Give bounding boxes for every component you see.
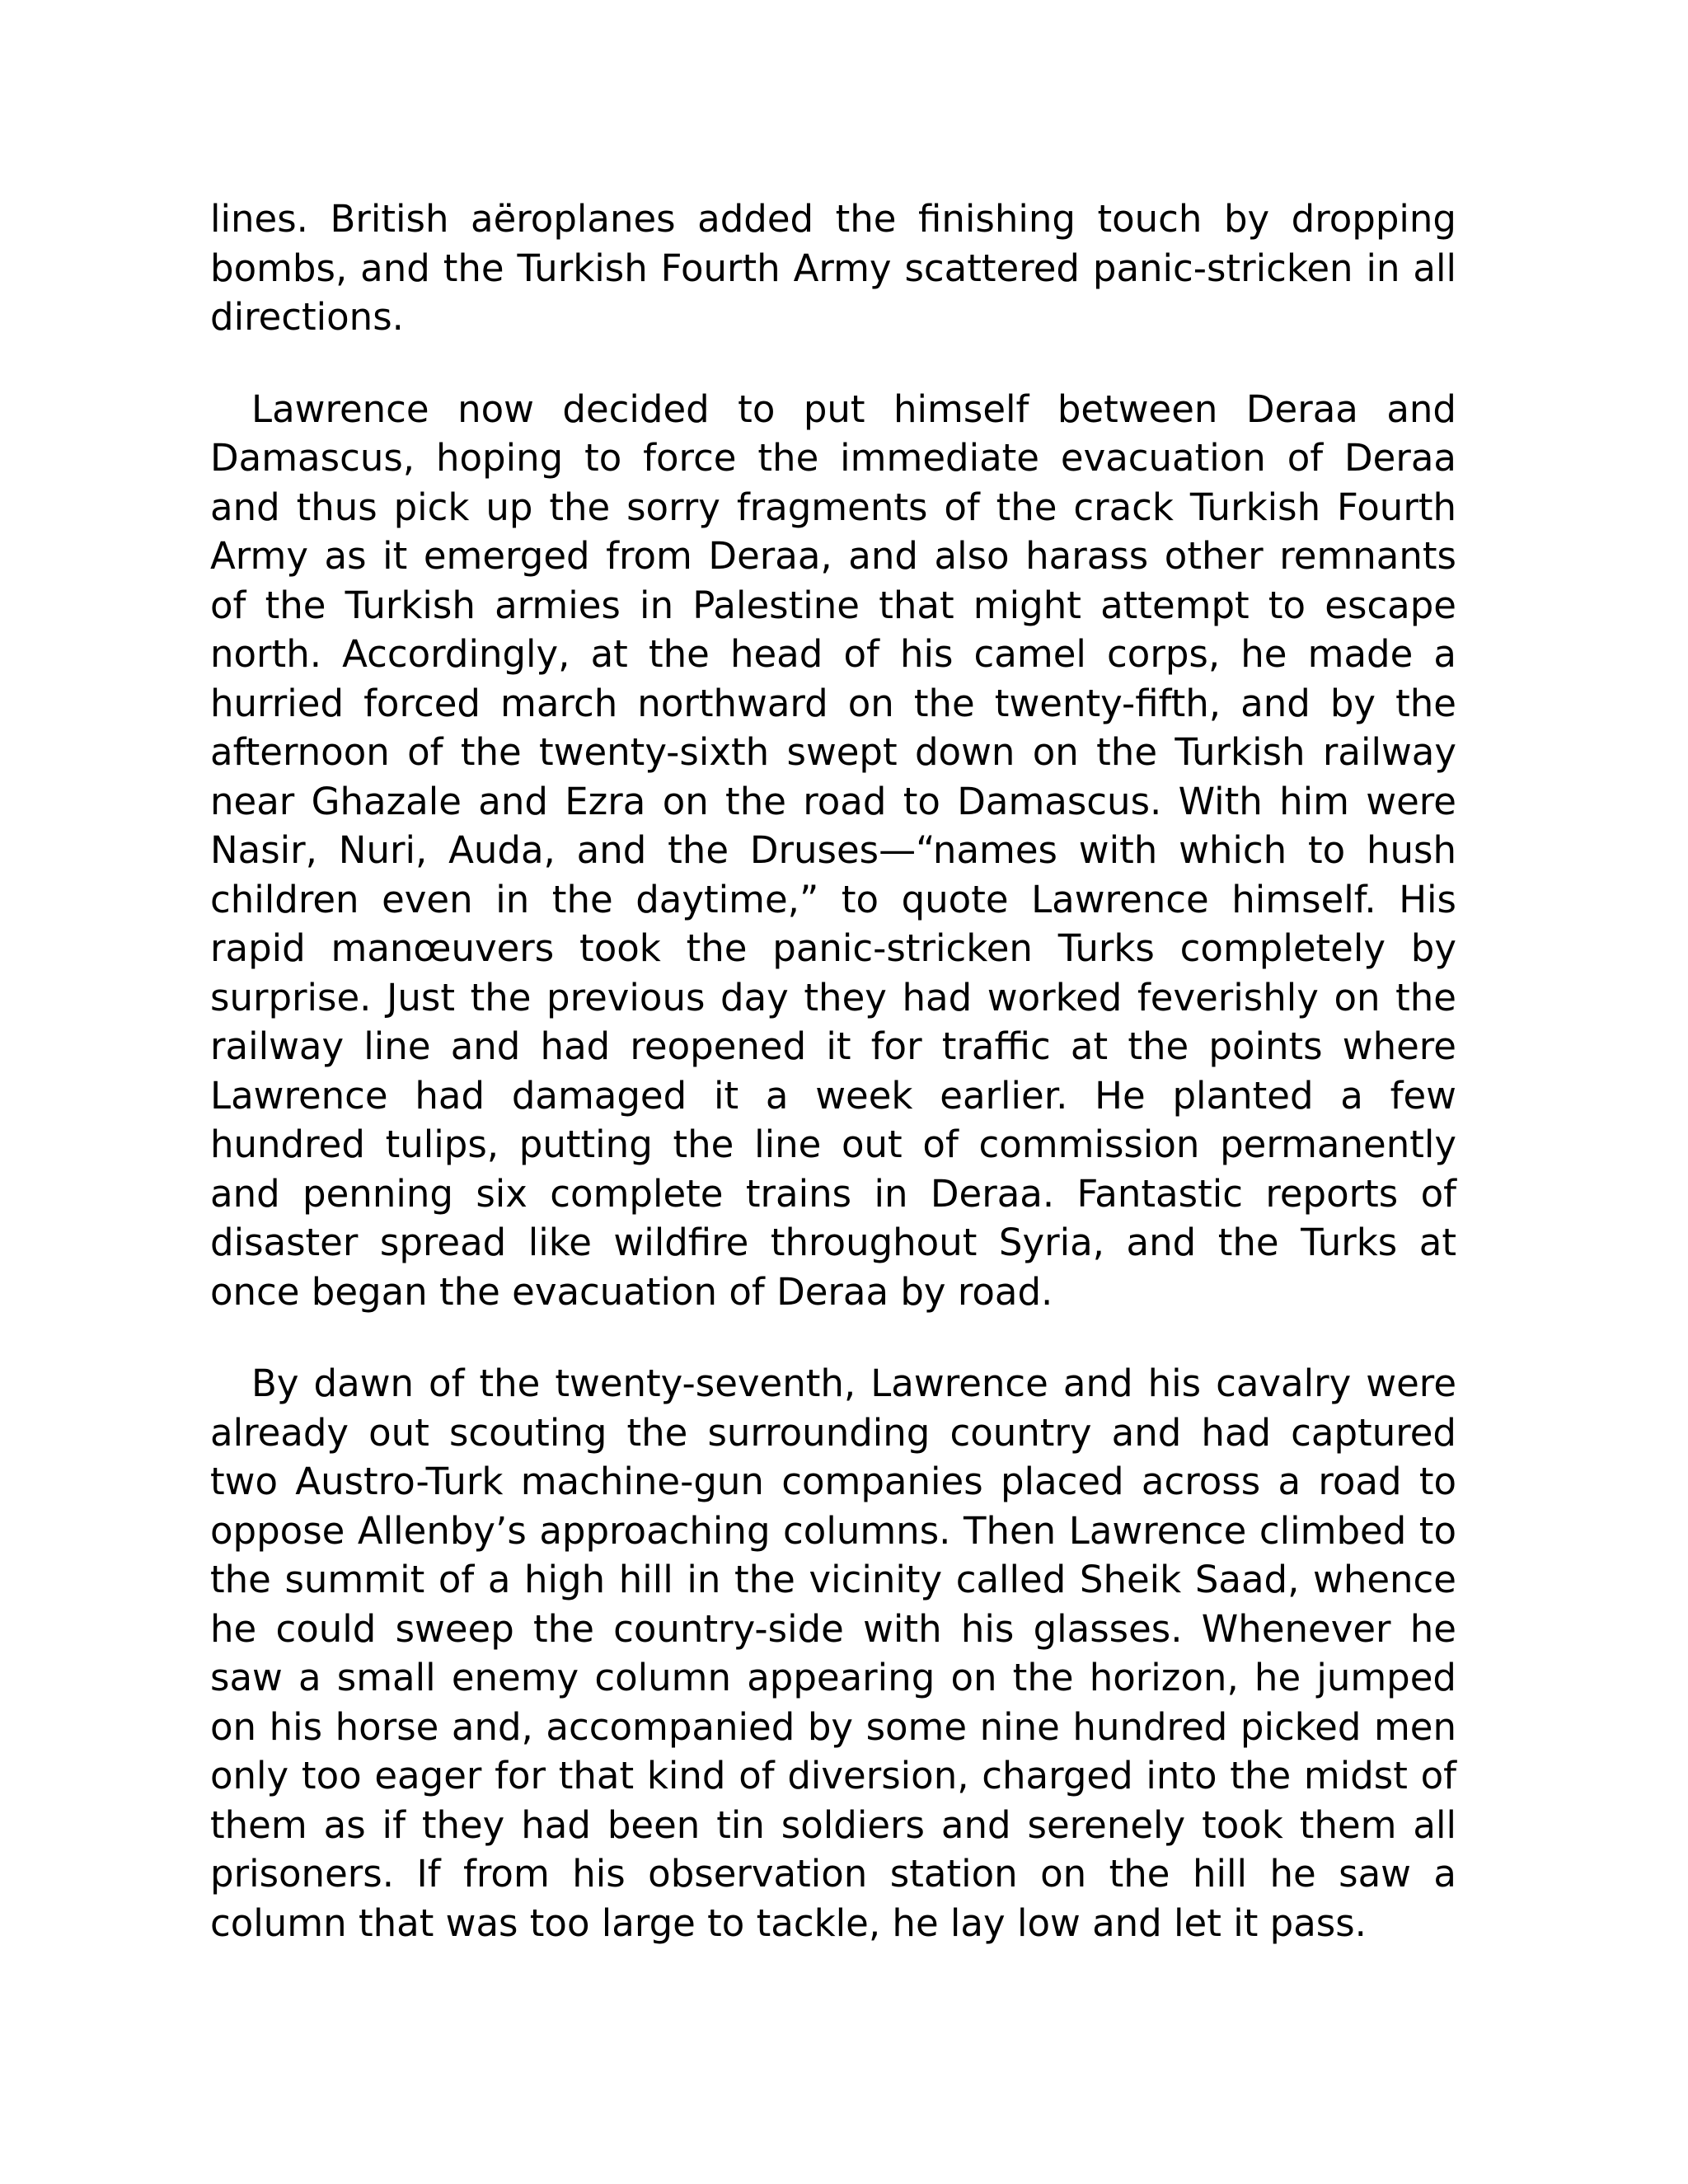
paragraph-continued: lines. British aëroplanes added the finishing touch by dropping bombs, and the Turkish Fourth Army scattered panic-stricken in all directions. <box>210 197 1456 339</box>
paragraph-lawrence-deraa: Lawrence now decided to put himself between Deraa and Damascus, hoping to force the immediate evacuation of Deraa and thus pick up the sorry fragments of the crack Turkish Fourth Army as it emerged from Deraa, and also harass other remnants of the Turkish armies in Palestine that might attempt to escape north. Accordingly, at the head of his camel corps, he made a hurried forced march northward on the twenty-fifth, and by the afternoon of the twenty-sixth swept down on the Turkish railway near Ghazale and Ezra on the road to Damascus. With him were Nasir, Nuri, Auda, and the Druses—“names with which to hush children even in the daytime,” to quote Lawrence himself. His rapid manœuvers took the panic-stricken Turks completely by surprise. Just the previous day they had worked feverishly on the railway line and had reopened it for traffic at the points where Lawrence had damaged it a week earlier. He planted a few hundred tulips, putting the line out of commission permanently and penning six complete trains in Deraa. Fantastic reports of disaster spread like wildfire throughout Syria, and the Turks at once began the evacuation of Deraa by road. <box>210 387 1456 1314</box>
document-page <box>210 194 1456 1947</box>
paragraph-sheik-saad: By dawn of the twenty-seventh, Lawrence and his cavalry were already out scouting the surrounding country and had captured two Austro-Turk machine-gun companies placed across a road to oppose Allenby’s approaching columns. Then Lawrence climbed to the summit of a high hill in the vicinity called Sheik Saad, whence he could sweep the country-side with his glasses. Whenever he saw a small enemy column appearing on the horizon, he jumped on his horse and, accompanied by some nine hundred picked men only too eager for that kind of diversion, charged into the midst of them as if they had been tin soldiers and serenely took them all prisoners. If from his observation station on the hill he saw a column that was too large to tackle, he lay low and let it pass. <box>210 1361 1456 1945</box>
